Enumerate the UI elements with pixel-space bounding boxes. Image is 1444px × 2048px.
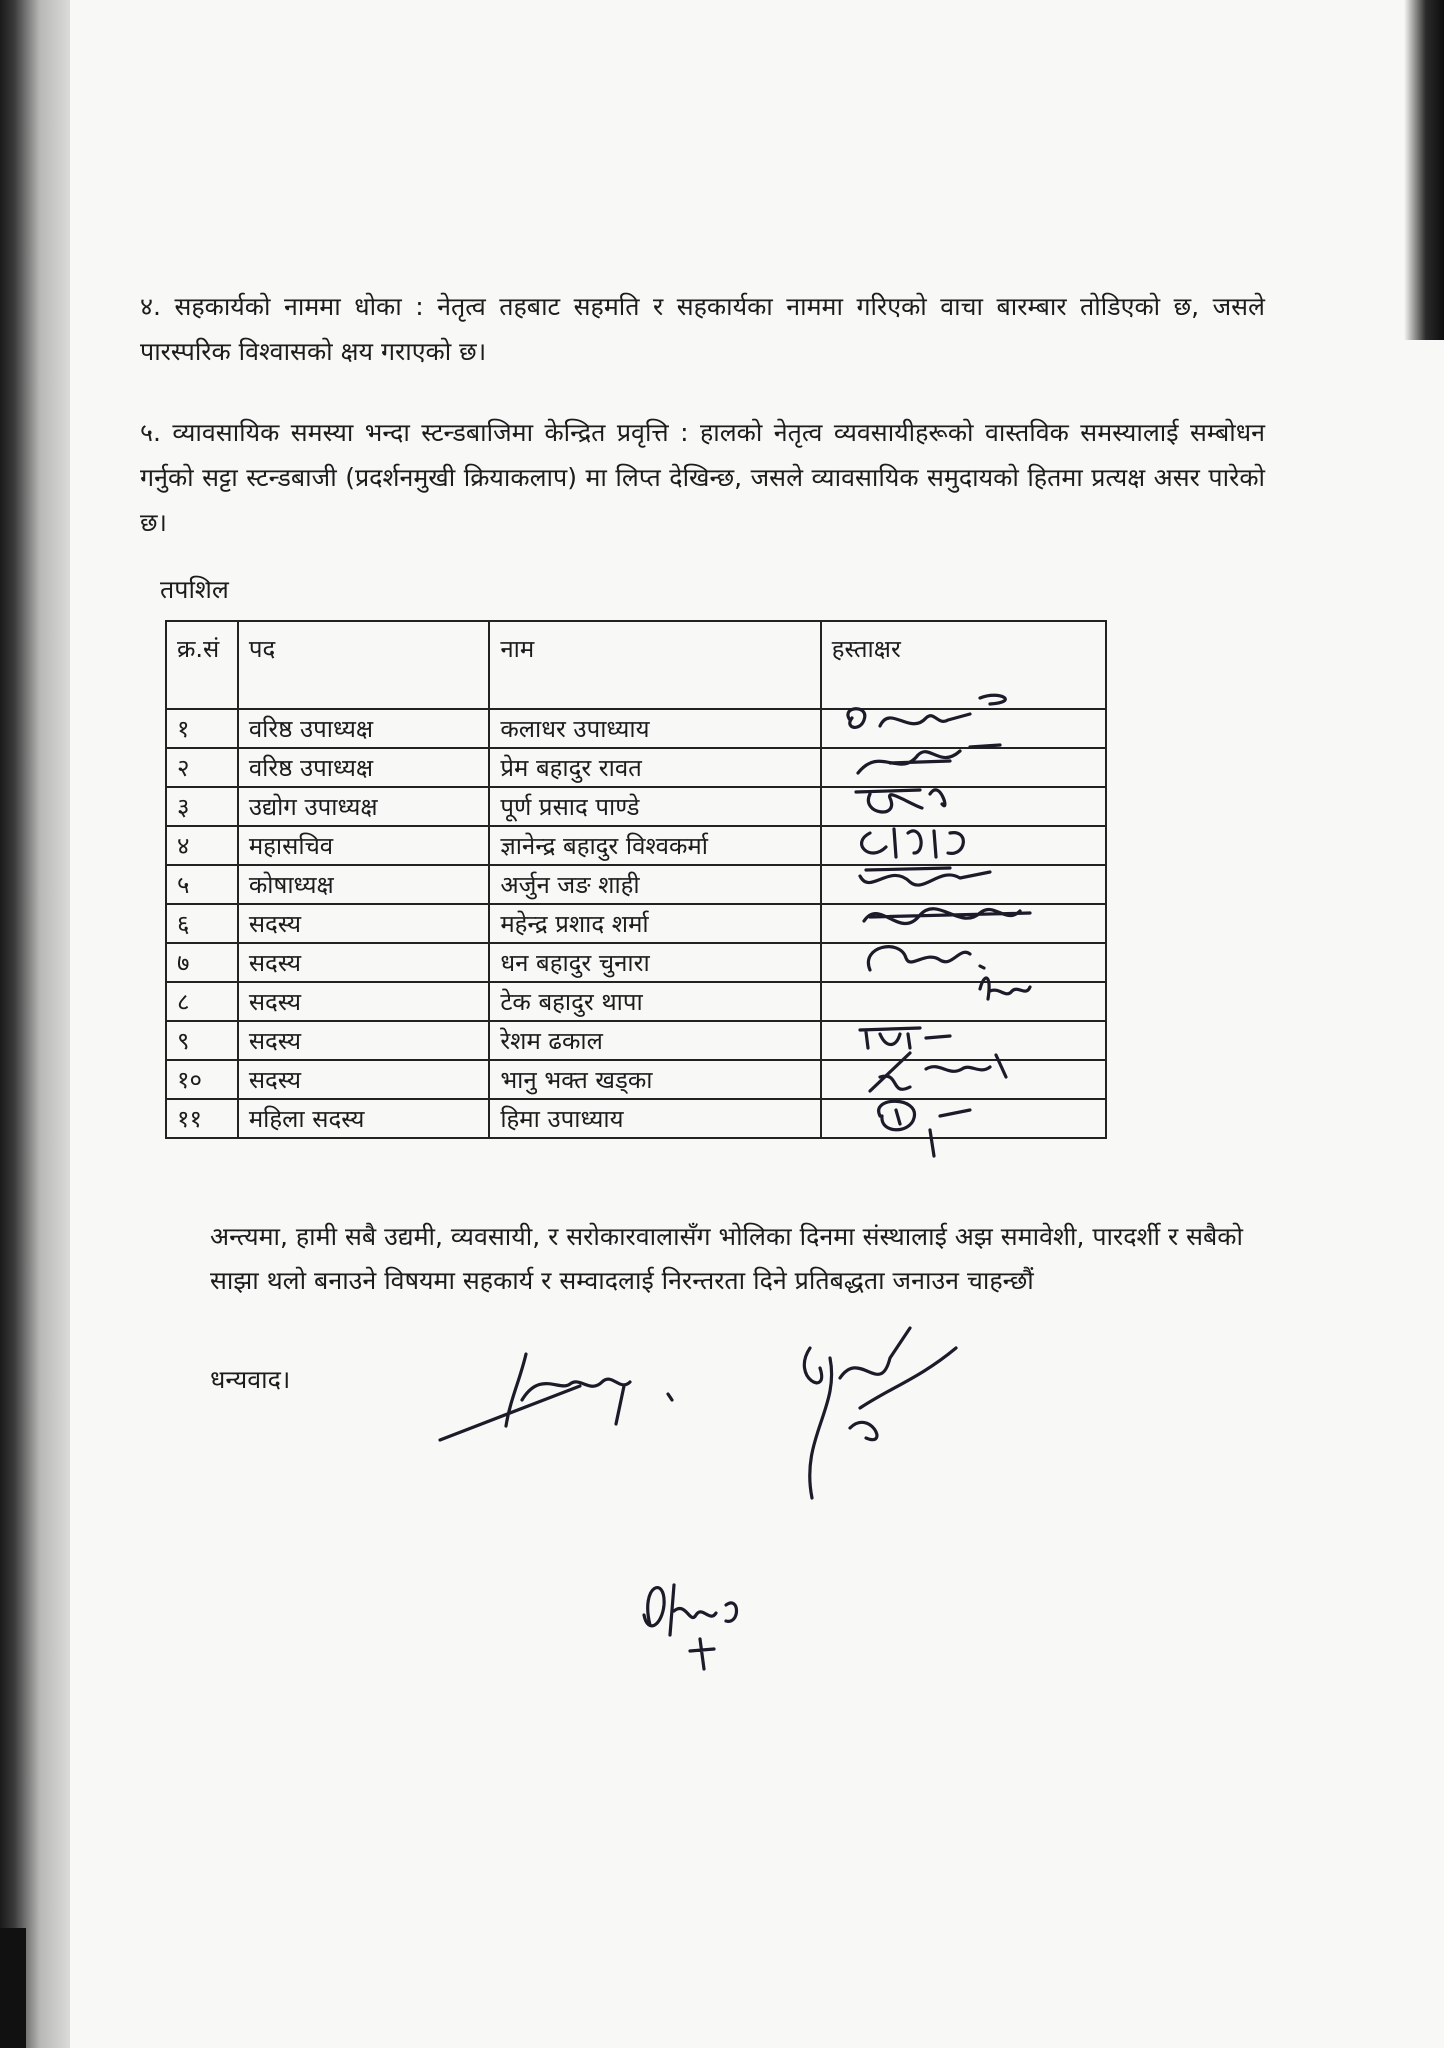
point-4-paragraph: ४. सहकार्यको नाममा धोका : नेतृत्व तहबाट सहमति र सहकार्यका नाममा गरिएको वाचा बारम्बार तोडिएको छ, जसले पारस्परिक विश्वासको क्षय गराएको छ। [140,292,1265,366]
row-post: महिला सदस्य [238,1099,490,1138]
row-serial: ७ [166,943,238,982]
row-serial: १० [166,1060,238,1099]
scan-edge-right [1404,0,1444,340]
row-name: धन बहादुर चुनारा [489,943,820,982]
row-serial: ११ [166,1099,238,1138]
closing-signature-2 [770,1318,970,1508]
handwritten-signature [830,1086,1040,1148]
row-serial: २ [166,748,238,787]
row-post: वरिष्ठ उपाध्यक्ष [238,709,490,748]
row-post: उद्योग उपाध्यक्ष [238,787,490,826]
row-serial: १ [166,709,238,748]
scan-edge-left [0,0,78,2048]
row-name: भानु भक्त खड्का [489,1060,820,1099]
row-post: वरिष्ठ उपाध्यक्ष [238,748,490,787]
row-serial: ५ [166,865,238,904]
row-name: अर्जुन जङ शाही [489,865,820,904]
row-serial: ६ [166,904,238,943]
row-name: हिमा उपाध्याय [489,1099,820,1138]
row-post: सदस्य [238,982,490,1021]
closing-signature-1 [430,1330,690,1460]
row-name: टेक बहादुर थापा [489,982,820,1021]
row-name: प्रेम बहादुर रावत [489,748,820,787]
row-post: सदस्य [238,1060,490,1099]
row-name: पूर्ण प्रसाद पाण्डे [489,787,820,826]
thank-you-text: धन्यवाद। [210,1365,291,1394]
scan-edge-bottom [0,1928,26,2048]
row-name: कलाधर उपाध्याय [489,709,820,748]
schedule-heading: तपशिल [160,575,229,604]
row-serial: ९ [166,1021,238,1060]
row-post: सदस्य [238,943,490,982]
row-serial: ३ [166,787,238,826]
header-serial: क्र.सं [166,621,238,709]
header-signature: हस्ताक्षर [821,621,1106,709]
closing-signature-3 [630,1565,760,1675]
row-signature [821,1099,1106,1138]
row-name: रेशम ढकाल [489,1021,820,1060]
row-post: सदस्य [238,904,490,943]
signatories-table [165,620,1107,1139]
point-5-paragraph: ५. व्यावसायिक समस्या भन्दा स्टन्डबाजिमा केन्द्रित प्रवृत्ति : हालको नेतृत्व व्यवसायीहरूको वास्तविक समस्यालाई सम्बोधन गर्नुको सट्टा स्टन्डबाजी (प्रदर्शनमुखी क्रियाकलाप) मा लिप्त देखिन्छ, जसले व्यावसायिक समुदायको हितमा प्रत्यक्ष असर पारेको छ। [140,418,1265,537]
header-post: पद [238,621,490,709]
table-row [166,1099,1106,1138]
row-name: महेन्द्र प्रशाद शर्मा [489,904,820,943]
row-post: सदस्य [238,1021,490,1060]
closing-paragraph: अन्त्यमा, हामी सबै उद्यमी, व्यवसायी, र सरोकारवालासँग भोलिका दिनमा संस्थालाई अझ समावेशी, पारदर्शी र सबैको साझा थलो बनाउने विषयमा सहकार्य र सम्वादलाई निरन्तरता दिने प्रतिबद्धता जनाउन चाहन्छौं [210,1222,1243,1295]
row-post: महासचिव [238,826,490,865]
row-name: ज्ञानेन्द्र बहादुर विश्वकर्मा [489,826,820,865]
row-serial: ४ [166,826,238,865]
row-post: कोषाध्यक्ष [238,865,490,904]
header-name: नाम [489,621,820,709]
row-serial: ८ [166,982,238,1021]
